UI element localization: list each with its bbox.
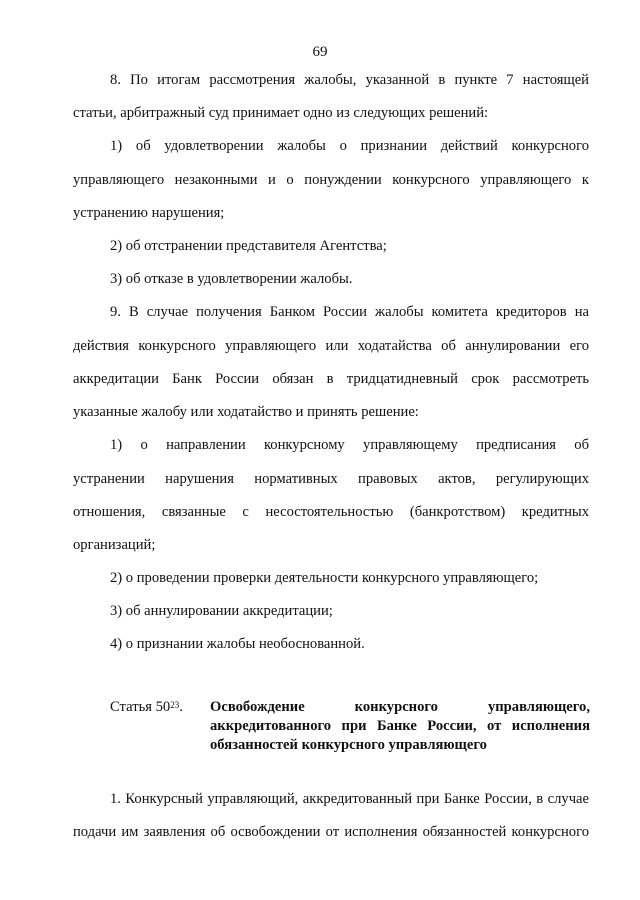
paragraph-line: 9. В случае получения Банком России жалобы комитета кредиторов на bbox=[110, 304, 589, 320]
page-number: 69 bbox=[312, 44, 328, 60]
paragraph-line: 1. Конкурсный управляющий, аккредитованный при Банке России, в случае bbox=[110, 791, 589, 807]
paragraph-line: 8. По итогам рассмотрения жалобы, указанной в пункте 7 настоящей bbox=[110, 72, 589, 88]
list-item-line: устранению нарушения; bbox=[73, 205, 225, 221]
article-superscript: 23 bbox=[170, 700, 180, 710]
list-item-line: устранении нарушения нормативных правовых актов, регулирующих bbox=[73, 471, 589, 487]
list-item-line: 1) о направлении конкурсному управляющему предписания об bbox=[110, 437, 589, 453]
list-item-line: 2) об отстранении представителя Агентства; bbox=[110, 238, 387, 254]
paragraph-line: действия конкурсного управляющего или ходатайства об аннулировании его bbox=[73, 338, 589, 354]
article-label: Статья $50^{23}$. bbox=[110, 699, 183, 715]
list-item-line: управляющего незаконными и о понуждении конкурсного управляющего к bbox=[73, 172, 589, 188]
paragraph-line: аккредитации Банк России обязан в тридцатидневный срок рассмотреть bbox=[73, 371, 589, 387]
list-item-line: организаций; bbox=[73, 537, 156, 553]
article-heading-line: обязанностей конкурсного управляющего bbox=[210, 737, 487, 753]
article-heading-line: Освобождение конкурсного управляющего, bbox=[210, 699, 590, 715]
list-item-line: 2) о проведении проверки деятельности конкурсного управляющего; bbox=[110, 570, 539, 586]
list-item-line: 1) об удовлетворении жалобы о признании действий конкурсного bbox=[110, 138, 589, 154]
paragraph-line: указанные жалобу или ходатайство и принять решение: bbox=[73, 404, 419, 420]
list-item-line: отношения, связанные с несостоятельностью (банкротством) кредитных bbox=[73, 504, 589, 520]
paragraph-line: статьи, арбитражный суд принимает одно из следующих решений: bbox=[73, 105, 489, 121]
list-item-line: 4) о признании жалобы необоснованной. bbox=[110, 636, 365, 652]
paragraph-line: подачи им заявления об освобождении от исполнения обязанностей конкурсного bbox=[73, 824, 589, 840]
article-heading-line: аккредитованного при Банке России, от исполнения bbox=[210, 718, 590, 734]
list-item-line: 3) об отказе в удовлетворении жалобы. bbox=[110, 271, 353, 287]
list-item-line: 3) об аннулировании аккредитации; bbox=[110, 603, 333, 619]
